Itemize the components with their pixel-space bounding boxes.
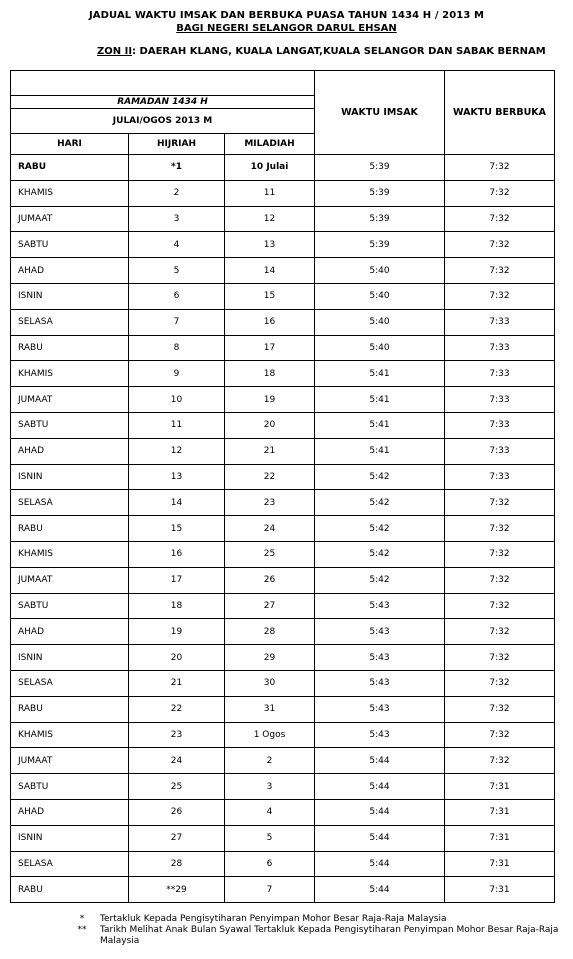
cell-imsak: 5:43 <box>315 619 445 645</box>
cell-berbuka: 7:33 <box>445 335 555 361</box>
cell-hijriah: 8 <box>129 335 225 361</box>
col-header-hijriah: HIJRIAH <box>129 134 225 155</box>
cell-berbuka: 7:32 <box>445 516 555 542</box>
cell-miladiah: 13 <box>225 232 315 258</box>
cell-hari: KHAMIS <box>11 180 129 206</box>
document-title: JADUAL WAKTU IMSAK DAN BERBUKA PUASA TAHUN 1434 H / 2013 M <box>88 10 485 21</box>
schedule-table <box>10 70 555 903</box>
cell-miladiah: 20 <box>225 412 315 438</box>
cell-miladiah: 27 <box>225 593 315 619</box>
cell-hari: KHAMIS <box>11 722 129 748</box>
cell-miladiah: 12 <box>225 206 315 232</box>
cell-hijriah: 26 <box>129 799 225 825</box>
cell-miladiah: 4 <box>225 799 315 825</box>
cell-miladiah: 6 <box>225 851 315 877</box>
cell-hari: AHAD <box>11 619 129 645</box>
cell-berbuka: 7:32 <box>445 180 555 206</box>
cell-imsak: 5:44 <box>315 825 445 851</box>
table-row <box>11 722 555 748</box>
table-row <box>11 799 555 825</box>
cell-imsak: 5:41 <box>315 412 445 438</box>
cell-hijriah: 17 <box>129 567 225 593</box>
cell-hijriah: 22 <box>129 696 225 722</box>
cell-imsak: 5:41 <box>315 361 445 387</box>
cell-miladiah: 23 <box>225 490 315 516</box>
cell-imsak: 5:40 <box>315 335 445 361</box>
cell-hijriah: 13 <box>129 464 225 490</box>
cell-berbuka: 7:32 <box>445 283 555 309</box>
document-subtitle: BAGI NEGERI SELANGOR DARUL EHSAN <box>176 23 397 34</box>
table-row <box>11 567 555 593</box>
cell-hari: SABTU <box>11 774 129 800</box>
cell-berbuka: 7:33 <box>445 387 555 413</box>
cell-berbuka: 7:32 <box>445 722 555 748</box>
cell-berbuka: 7:32 <box>445 490 555 516</box>
cell-hari: SELASA <box>11 851 129 877</box>
cell-hari: JUMAAT <box>11 206 129 232</box>
footnote-text: Tarikh Melihat Anak Bulan Syawal Tertakluk Kepada Pengisytiharan Penyimpan Mohor Besar Raja-Raja Malaysia <box>100 925 559 946</box>
cell-imsak: 5:40 <box>315 309 445 335</box>
cell-hijriah: 14 <box>129 490 225 516</box>
cell-hari: ISNIN <box>11 283 129 309</box>
cell-hijriah: 18 <box>129 593 225 619</box>
cell-miladiah: 28 <box>225 619 315 645</box>
cell-imsak: 5:44 <box>315 851 445 877</box>
cell-miladiah: 15 <box>225 283 315 309</box>
cell-hijriah: 24 <box>129 748 225 774</box>
cell-berbuka: 7:32 <box>445 232 555 258</box>
cell-hijriah: 2 <box>129 180 225 206</box>
cell-berbuka: 7:31 <box>445 774 555 800</box>
cell-berbuka: 7:31 <box>445 877 555 903</box>
table-row <box>11 774 555 800</box>
table-row <box>11 541 555 567</box>
footnote <box>72 925 573 947</box>
cell-hijriah: 20 <box>129 645 225 671</box>
table-row <box>11 645 555 671</box>
cell-imsak: 5:40 <box>315 258 445 284</box>
cell-miladiah: 17 <box>225 335 315 361</box>
cell-imsak: 5:44 <box>315 799 445 825</box>
cell-miladiah: 26 <box>225 567 315 593</box>
table-row <box>11 516 555 542</box>
cell-berbuka: 7:32 <box>445 593 555 619</box>
col-header-imsak: WAKTU IMSAK <box>315 71 445 155</box>
cell-hari: ISNIN <box>11 825 129 851</box>
cell-hari: SELASA <box>11 309 129 335</box>
cell-hijriah: 12 <box>129 438 225 464</box>
cell-hijriah: 21 <box>129 670 225 696</box>
footnotes <box>72 914 573 947</box>
table-row <box>11 387 555 413</box>
cell-imsak: 5:44 <box>315 877 445 903</box>
cell-miladiah: 10 Julai <box>225 155 315 181</box>
cell-berbuka: 7:31 <box>445 825 555 851</box>
cell-berbuka: 7:33 <box>445 309 555 335</box>
table-row <box>11 258 555 284</box>
cell-berbuka: 7:32 <box>445 696 555 722</box>
cell-miladiah: 1 Ogos <box>225 722 315 748</box>
cell-berbuka: 7:32 <box>445 206 555 232</box>
cell-berbuka: 7:33 <box>445 361 555 387</box>
month-label: JULAI/OGOS 2013 M <box>11 109 315 134</box>
col-header-miladiah: MILADIAH <box>225 134 315 155</box>
cell-hari: SABTU <box>11 412 129 438</box>
cell-imsak: 5:43 <box>315 722 445 748</box>
cell-hari: ISNIN <box>11 645 129 671</box>
cell-hari: SELASA <box>11 490 129 516</box>
cell-imsak: 5:43 <box>315 670 445 696</box>
zone-areas: : DAERAH KLANG, KUALA LANGAT,KUALA SELANGOR DAN SABAK BERNAM <box>132 46 546 57</box>
cell-miladiah: 30 <box>225 670 315 696</box>
ramadan-label: RAMADAN 1434 H <box>11 96 315 109</box>
cell-hari: RABU <box>11 877 129 903</box>
cell-hari: AHAD <box>11 438 129 464</box>
cell-berbuka: 7:32 <box>445 541 555 567</box>
cell-hijriah: 3 <box>129 206 225 232</box>
cell-hari: AHAD <box>11 799 129 825</box>
cell-miladiah: 5 <box>225 825 315 851</box>
cell-berbuka: 7:32 <box>445 748 555 774</box>
cell-miladiah: 2 <box>225 748 315 774</box>
zone-heading <box>97 46 546 57</box>
cell-hijriah: 25 <box>129 774 225 800</box>
cell-hari: RABU <box>11 696 129 722</box>
cell-berbuka: 7:33 <box>445 464 555 490</box>
cell-miladiah: 25 <box>225 541 315 567</box>
cell-berbuka: 7:33 <box>445 412 555 438</box>
table-row <box>11 180 555 206</box>
cell-hari: KHAMIS <box>11 541 129 567</box>
col-header-hari: HARI <box>11 134 129 155</box>
cell-hijriah: **29 <box>129 877 225 903</box>
cell-imsak: 5:39 <box>315 232 445 258</box>
cell-hari: RABU <box>11 516 129 542</box>
cell-hijriah: 11 <box>129 412 225 438</box>
cell-hijriah: 10 <box>129 387 225 413</box>
cell-miladiah: 31 <box>225 696 315 722</box>
cell-hari: SABTU <box>11 593 129 619</box>
cell-imsak: 5:42 <box>315 464 445 490</box>
table-row <box>11 464 555 490</box>
cell-hari: ISNIN <box>11 464 129 490</box>
cell-imsak: 5:42 <box>315 567 445 593</box>
cell-berbuka: 7:31 <box>445 799 555 825</box>
table-row <box>11 206 555 232</box>
cell-miladiah: 18 <box>225 361 315 387</box>
footnote-text: Tertakluk Kepada Pengisytiharan Penyimpan Mohor Besar Raja-Raja Malaysia <box>100 914 447 924</box>
cell-hijriah: *1 <box>129 155 225 181</box>
cell-miladiah: 14 <box>225 258 315 284</box>
cell-imsak: 5:39 <box>315 206 445 232</box>
cell-berbuka: 7:31 <box>445 851 555 877</box>
table-row <box>11 670 555 696</box>
cell-berbuka: 7:32 <box>445 645 555 671</box>
footnote-mark: * <box>79 914 85 924</box>
cell-berbuka: 7:32 <box>445 155 555 181</box>
cell-hijriah: 16 <box>129 541 225 567</box>
table-row <box>11 283 555 309</box>
table-row <box>11 825 555 851</box>
cell-imsak: 5:43 <box>315 696 445 722</box>
cell-miladiah: 22 <box>225 464 315 490</box>
cell-hijriah: 27 <box>129 825 225 851</box>
cell-hari: SELASA <box>11 670 129 696</box>
table-row <box>11 438 555 464</box>
cell-berbuka: 7:32 <box>445 619 555 645</box>
cell-hari: AHAD <box>11 258 129 284</box>
table-row <box>11 335 555 361</box>
cell-miladiah: 16 <box>225 309 315 335</box>
cell-imsak: 5:44 <box>315 748 445 774</box>
cell-imsak: 5:42 <box>315 490 445 516</box>
cell-hijriah: 4 <box>129 232 225 258</box>
cell-hari: RABU <box>11 155 129 181</box>
table-row <box>11 309 555 335</box>
cell-miladiah: 11 <box>225 180 315 206</box>
cell-hari: JUMAAT <box>11 748 129 774</box>
cell-hijriah: 6 <box>129 283 225 309</box>
cell-hari: JUMAAT <box>11 567 129 593</box>
cell-berbuka: 7:32 <box>445 258 555 284</box>
table-row <box>11 619 555 645</box>
cell-imsak: 5:42 <box>315 541 445 567</box>
table-row <box>11 877 555 903</box>
table-row <box>11 851 555 877</box>
cell-hijriah: 23 <box>129 722 225 748</box>
cell-hijriah: 19 <box>129 619 225 645</box>
cell-berbuka: 7:32 <box>445 670 555 696</box>
cell-miladiah: 21 <box>225 438 315 464</box>
cell-miladiah: 29 <box>225 645 315 671</box>
table-row <box>11 696 555 722</box>
cell-imsak: 5:39 <box>315 180 445 206</box>
cell-hijriah: 28 <box>129 851 225 877</box>
cell-hari: KHAMIS <box>11 361 129 387</box>
col-header-berbuka: WAKTU BERBUKA <box>445 71 555 155</box>
cell-imsak: 5:40 <box>315 283 445 309</box>
cell-hijriah: 5 <box>129 258 225 284</box>
cell-miladiah: 7 <box>225 877 315 903</box>
table-row <box>11 593 555 619</box>
cell-miladiah: 3 <box>225 774 315 800</box>
table-row <box>11 155 555 181</box>
cell-imsak: 5:43 <box>315 645 445 671</box>
cell-hijriah: 7 <box>129 309 225 335</box>
table-row <box>11 412 555 438</box>
footnote-mark: ** <box>77 925 87 935</box>
cell-hari: RABU <box>11 335 129 361</box>
cell-imsak: 5:44 <box>315 774 445 800</box>
cell-berbuka: 7:33 <box>445 438 555 464</box>
footnote <box>72 914 573 925</box>
table-row <box>11 232 555 258</box>
cell-hari: JUMAAT <box>11 387 129 413</box>
cell-hari: SABTU <box>11 232 129 258</box>
header-spacer <box>11 71 315 96</box>
cell-hijriah: 15 <box>129 516 225 542</box>
cell-miladiah: 19 <box>225 387 315 413</box>
cell-berbuka: 7:32 <box>445 567 555 593</box>
cell-hijriah: 9 <box>129 361 225 387</box>
cell-imsak: 5:39 <box>315 155 445 181</box>
zone-label: ZON II <box>97 46 133 57</box>
cell-imsak: 5:43 <box>315 593 445 619</box>
table-row <box>11 361 555 387</box>
cell-imsak: 5:41 <box>315 387 445 413</box>
cell-imsak: 5:42 <box>315 516 445 542</box>
table-row <box>11 748 555 774</box>
cell-miladiah: 24 <box>225 516 315 542</box>
table-row <box>11 490 555 516</box>
cell-imsak: 5:41 <box>315 438 445 464</box>
